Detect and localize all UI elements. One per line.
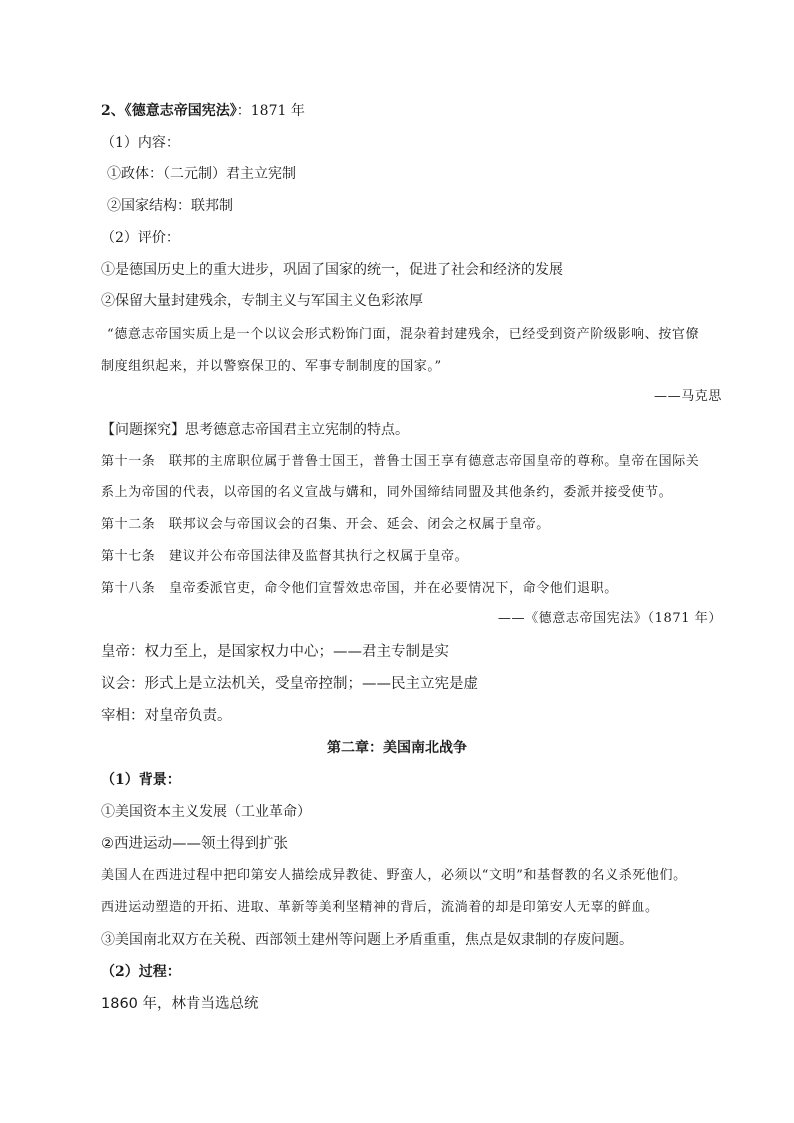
- background-label: （1）背景：: [101, 772, 181, 788]
- inquiry-label: 【问题探究】思考德意志帝国君主立宪制的特点。: [101, 422, 409, 438]
- marx-quote-line-2: 制度组织起来，并以警察保卫的、军事专制制度的国家。”: [101, 359, 442, 374]
- marx-attribution: ——马克思: [654, 389, 722, 404]
- chapter-title: 第二章：美国南北战争: [327, 740, 467, 756]
- background-item-2: ②西进运动——领土得到扩张: [101, 836, 288, 852]
- heading-title: 《德意志帝国宪法》: [124, 103, 237, 119]
- westward-line-1: 美国人在西进过程中把印第安人描绘成异教徒、野蛮人，必须以“文明”和基督教的名义杀死他们。: [101, 868, 687, 883]
- article-12: 第十二条 联邦议会与帝国议会的召集、开会、延会、闭会之权属于皇帝。: [101, 517, 550, 532]
- background-item-3: ③美国南北双方在关税、西部领土建州等问题上矛盾重重，焦点是奴隶制的存废问题。: [101, 932, 633, 948]
- process-label: （2）过程：: [101, 964, 181, 980]
- heading-number: 2、: [101, 103, 125, 119]
- summary-emperor: 皇帝：权力至上，是国家权力中心；——君主专制是实: [101, 644, 449, 660]
- polity-item: ①政体：（二元制）君主立宪制: [107, 166, 296, 182]
- background-item-1: ①美国资本主义发展（工业革命）: [101, 804, 311, 820]
- summary-chancellor: 宰相：对皇帝负责。: [101, 708, 232, 724]
- evaluation-label: （2）评价：: [101, 230, 180, 246]
- heading-year: ：1871 年: [236, 103, 305, 119]
- evaluation-item-1: ①是德国历史上的重大进步，巩固了国家的统一，促进了社会和经济的发展: [101, 262, 563, 278]
- westward-line-2: 西进运动塑造的开拓、进取、革新等美利坚精神的背后，流淌着的却是印第安人无辜的鲜血。: [101, 900, 659, 915]
- summary-parliament: 议会：形式上是立法机关，受皇帝控制；——民主立宪是虚: [101, 676, 478, 692]
- article-17: 第十七条 建议并公布帝国法律及监督其执行之权属于皇帝。: [101, 549, 469, 564]
- marx-quote-line-1: “德意志帝国实质上是一个以议会形式粉饰门面，混杂着封建残余，已经受到资产阶级影响、按官僚: [107, 327, 700, 342]
- evaluation-item-2: ②保留大量封建残余，专制主义与军国主义色彩浓厚: [101, 293, 423, 309]
- article-11-line-1: 第十一条 联邦的主席职位属于普鲁士国王，普鲁士国王享有德意志帝国皇帝的尊称。皇帝在国际关: [101, 454, 700, 469]
- section-heading: [101, 101, 305, 121]
- article-11-line-2: 系上为帝国的代表，以帝国的名义宣战与媾和，同外国缔结同盟及其他条约，委派并接受使节。: [101, 485, 673, 500]
- process-1860: 1860 年，林肯当选总统: [101, 996, 259, 1012]
- structure-item: ②国家结构：联邦制: [107, 198, 233, 214]
- constitution-attribution: ——《德意志帝国宪法》（1871 年）: [497, 611, 722, 626]
- article-18: 第十八条 皇帝委派官吏，命令他们宣誓效忠帝国，并在必要情况下，命令他们退职。: [101, 581, 618, 596]
- content-label: （1）内容：: [101, 135, 180, 151]
